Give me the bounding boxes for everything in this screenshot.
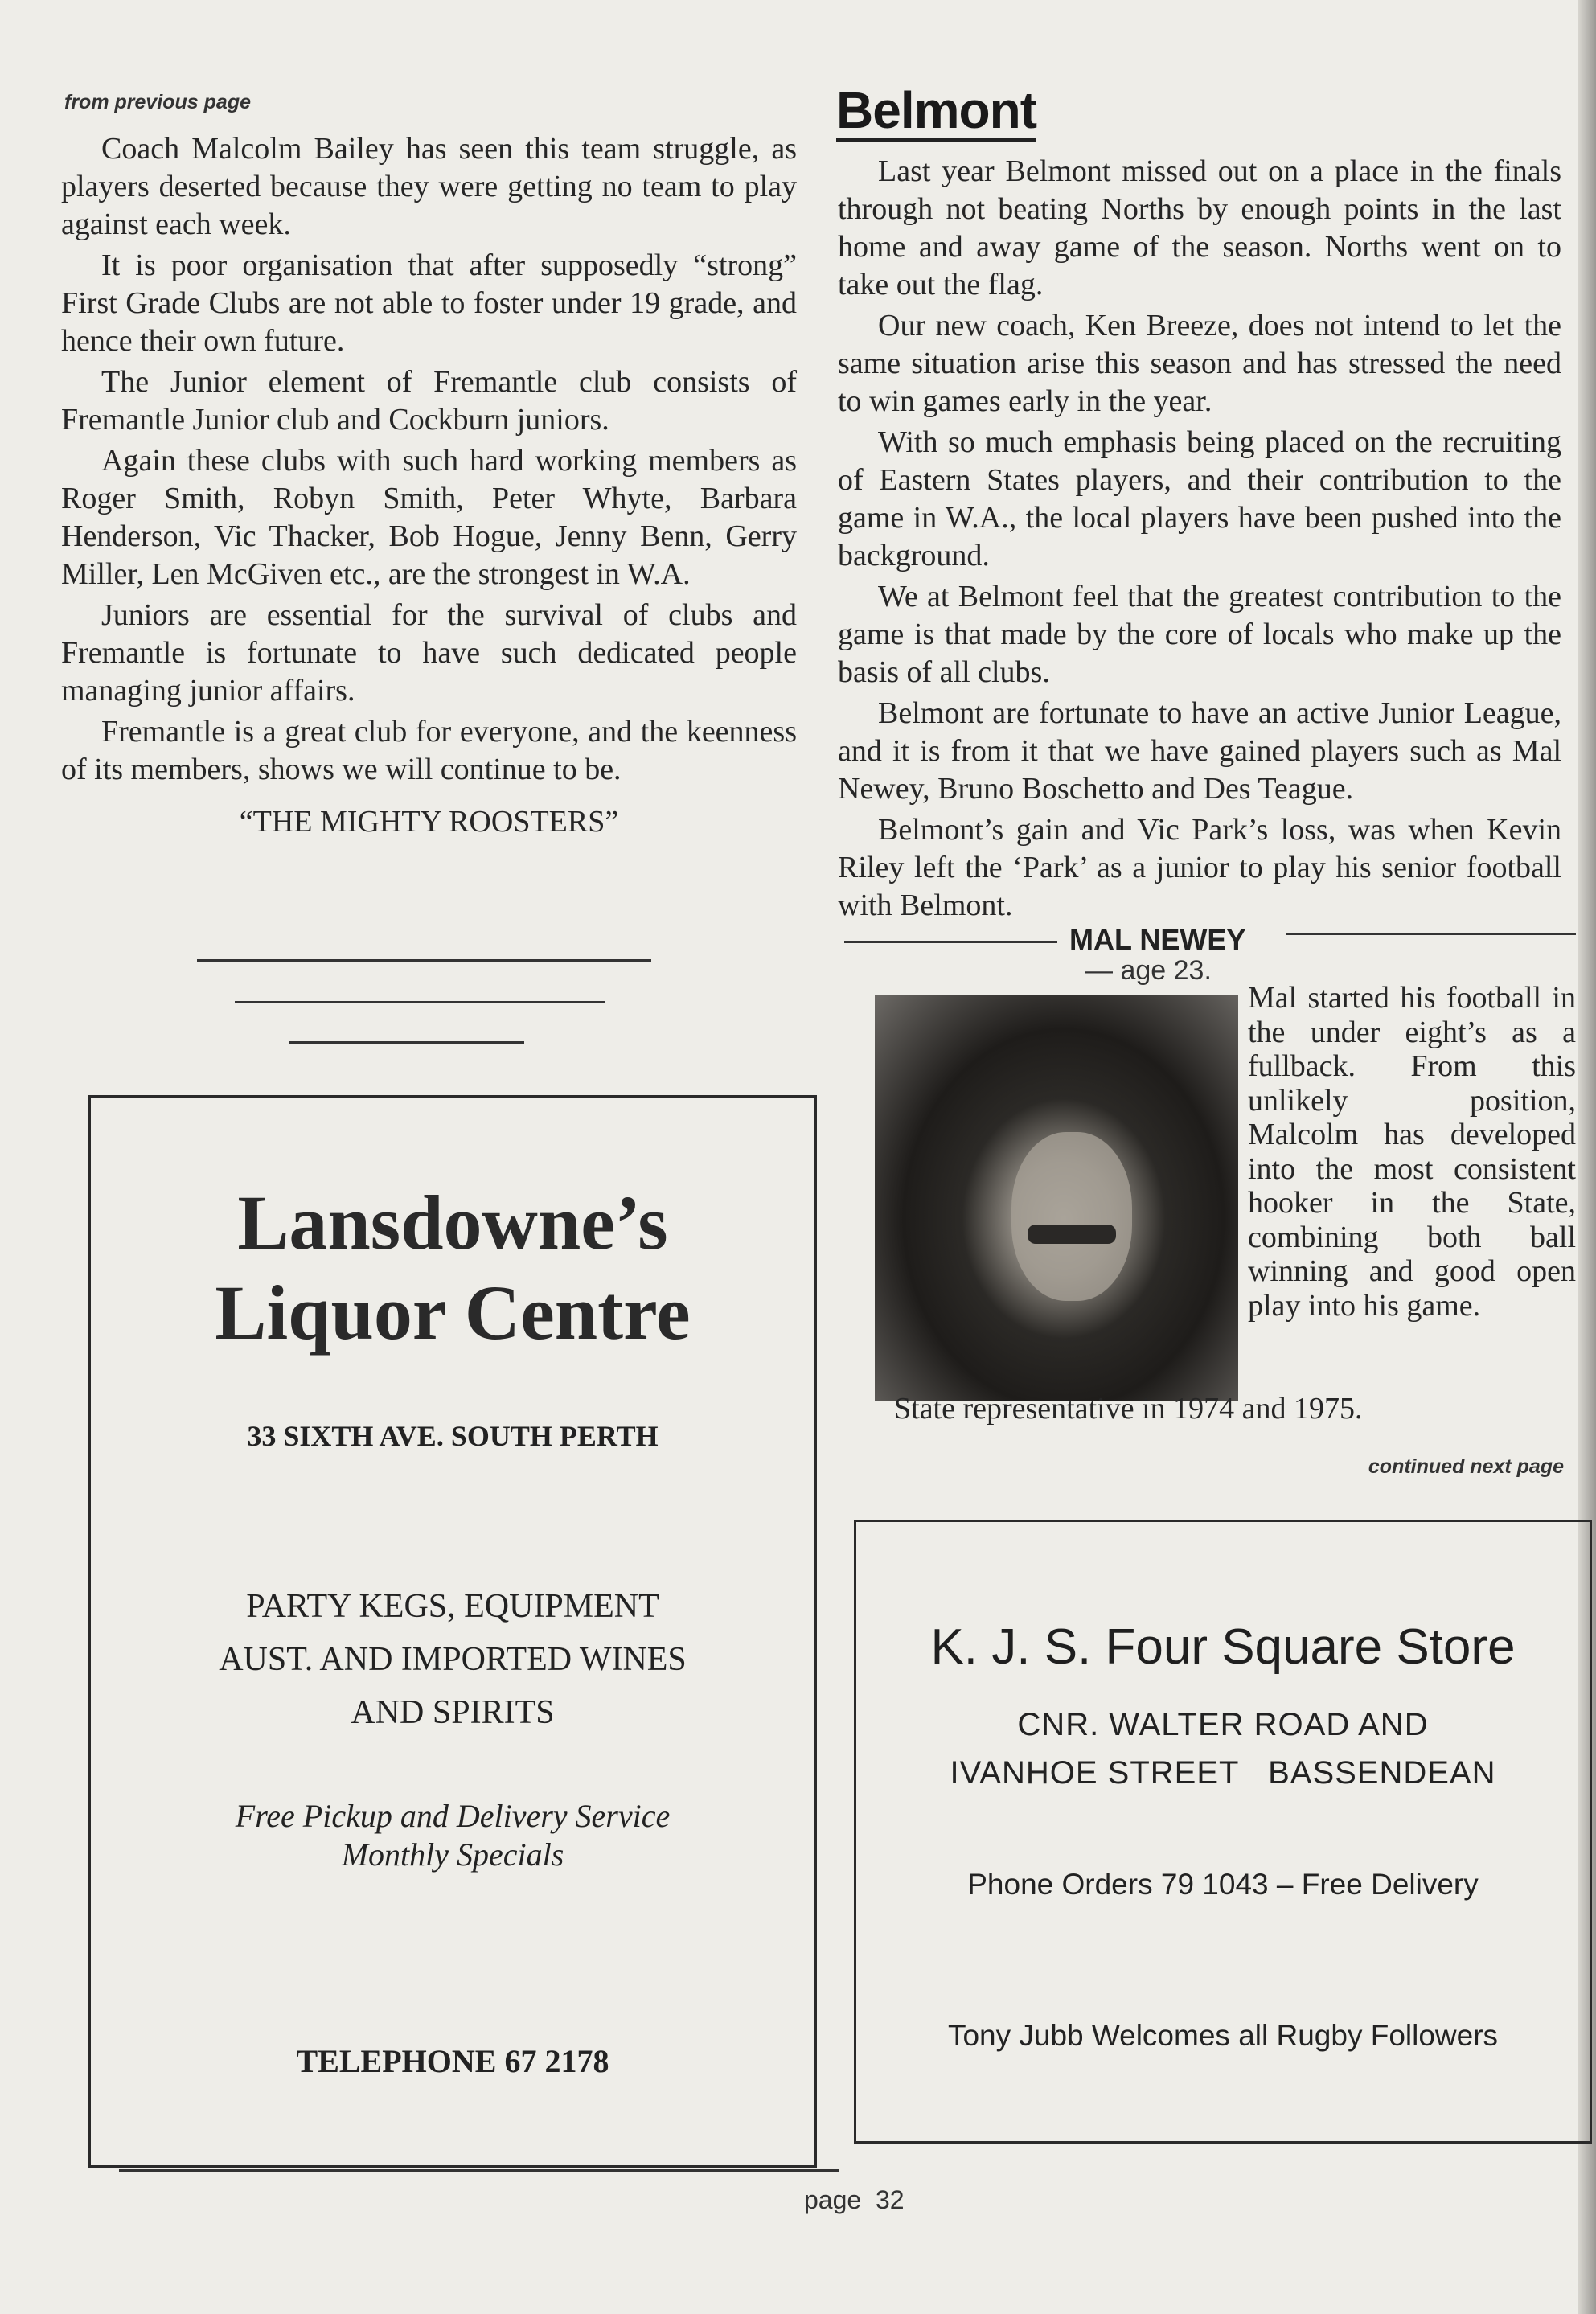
ad-telephone: TELEPHONE 67 2178 (296, 2043, 609, 2079)
paragraph: Belmont are fortunate to have an active Junior League, and it is from it that we have gained players such as Mal Newey, Bruno Boschetto and Des Teague. (838, 696, 1561, 806)
page-number: page 32 (804, 2185, 905, 2214)
divider (197, 959, 651, 962)
ad-offer: AND SPIRITS (351, 1694, 555, 1731)
ad-kjs-four-square (854, 1520, 1592, 2144)
ad-address: 33 SIXTH AVE. SOUTH PERTH (247, 1420, 659, 1452)
ad-address-line2: IVANHOE STREET BASSENDEAN (950, 1755, 1496, 1791)
profile-name: MAL NEWEY (1069, 923, 1246, 956)
divider (235, 1001, 605, 1003)
paragraph: With so much emphasis being placed on the recruiting of Eastern States players, and their contribution to the game in W.A., the local players have been pushed into the background. (838, 425, 1561, 572)
ad-name: K. J. S. Four Square Store (930, 1619, 1516, 1675)
paragraph: Juniors are essential for the survival of clubs and Fremantle is fortunate to have such dedicated people managing junior affairs. (61, 598, 797, 708)
paragraph: Our new coach, Ken Breeze, does not intend to let the same situation arise this season and has stressed the need to win games early in the year. (838, 309, 1561, 418)
divider (1286, 933, 1576, 935)
player-photo (875, 995, 1238, 1401)
article-title: Belmont (836, 82, 1036, 142)
ad-phone: Phone Orders 79 1043 – Free Delivery (967, 1868, 1479, 1901)
ad-address-line1: CNR. WALTER ROAD AND (1017, 1707, 1429, 1742)
profile-last-line: State representative in 1974 and 1975. (894, 1392, 1363, 1426)
paragraph: It is poor organisation that after supposedly “strong” First Grade Clubs are not able to foster under 19 grade, and hence their own future. (61, 248, 797, 358)
profile-age: — age 23. (1085, 955, 1212, 986)
divider (289, 1041, 524, 1044)
ad-name-line1: Lansdowne’s (237, 1180, 668, 1266)
ad-offer: PARTY KEGS, EQUIPMENT (246, 1588, 659, 1625)
ad-service: Free Pickup and Delivery Service (235, 1798, 671, 1834)
paragraph: Coach Malcolm Bailey has seen this team struggle, as players deserted because they were getting no team to play against each week. (61, 132, 797, 241)
ad-lansdowne-liquor (88, 1095, 817, 2168)
ad-service: Monthly Specials (341, 1836, 564, 1873)
ad-offer: AUST. AND IMPORTED WINES (219, 1641, 687, 1678)
paragraph: Again these clubs with such hard working members as Roger Smith, Robyn Smith, Peter Whyte, Barbara Henderson, Vic Thacker, Bob Hogue, Jenny Benn, Gerry Miller, Len McGiven etc., are the strongest in W.A. (61, 444, 797, 591)
profile-text: Mal started his football in the under eight’s as a fullback. From this unlikely position, Malcolm has developed into the most consistent hooker in the State, combining both ball winning and good open play into his game. (1248, 981, 1576, 1323)
left-article (61, 130, 797, 841)
paragraph: Fremantle is a great club for everyone, and the keenness of its members, shows we will continue to be. (61, 715, 797, 786)
belmont-article (838, 153, 1561, 928)
continued-next-page: continued next page (1368, 1455, 1564, 1478)
paragraph: The Junior element of Fremantle club consists of Fremantle Junior club and Cockburn juniors. (61, 365, 797, 437)
ad-name-line2: Liquor Centre (215, 1270, 691, 1356)
slogan: “THE MIGHTY ROOSTERS” (239, 805, 619, 839)
paragraph: We at Belmont feel that the greatest contribution to the game is that made by the core of locals who make up the basis of all clubs. (838, 580, 1561, 689)
paragraph: Belmont’s gain and Vic Park’s loss, was when Kevin Riley left the ‘Park’ as a junior to play his senior football with Belmont. (838, 813, 1561, 922)
divider (119, 2169, 839, 2172)
ad-welcome: Tony Jubb Welcomes all Rugby Followers (947, 2019, 1499, 2052)
from-previous-page: from previous page (64, 91, 251, 113)
divider (844, 941, 1057, 943)
paragraph: Last year Belmont missed out on a place in the finals through not beating Norths by enough points in the last home and away game of the season. Norths went on to take out the flag. (838, 154, 1561, 302)
